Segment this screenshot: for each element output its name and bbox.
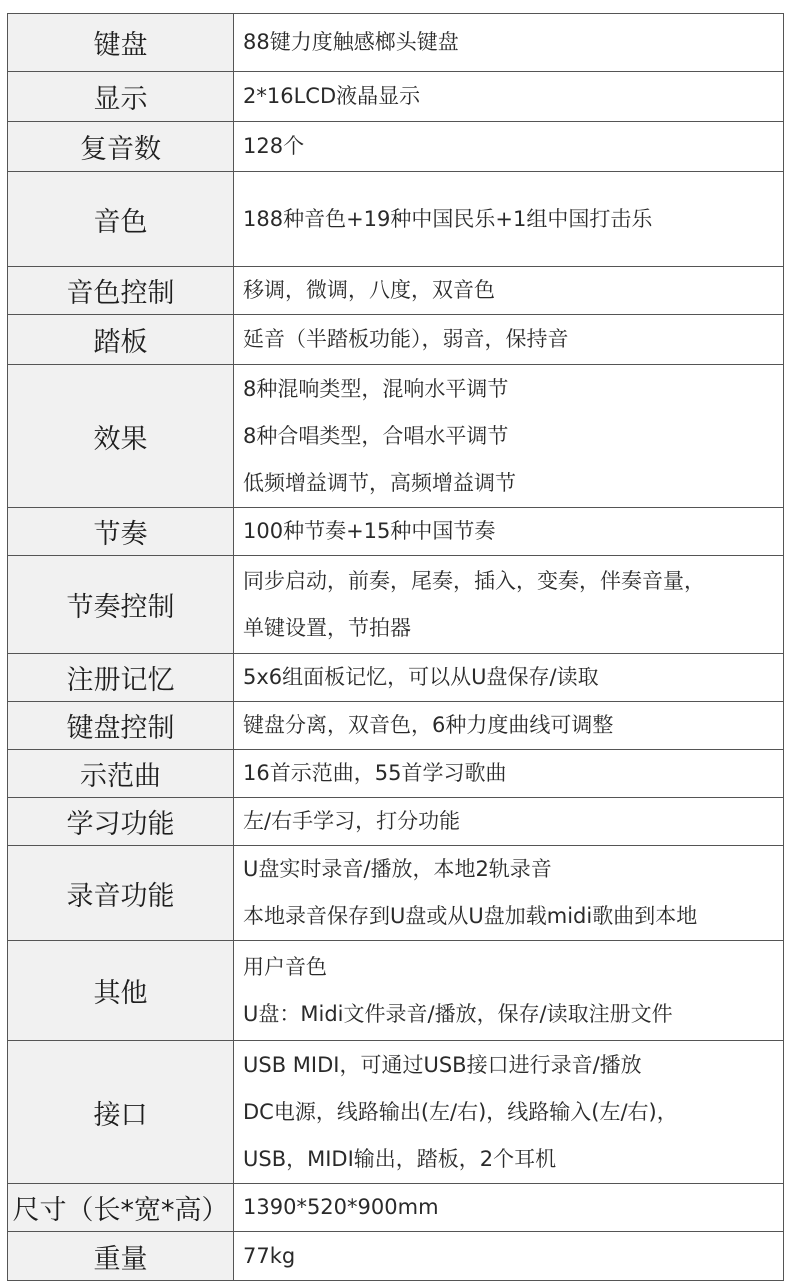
spec-table — [7, 13, 784, 1281]
spec-label: 节奏控制 — [8, 556, 234, 654]
spec-value-line: 延音（半踏板功能），弱音，保持音 — [243, 327, 569, 351]
spec-label: 尺寸（长*宽*高） — [8, 1184, 234, 1232]
spec-row — [8, 72, 784, 122]
spec-value — [234, 702, 784, 750]
spec-value-line: 1390*520*900mm — [243, 1195, 439, 1219]
spec-row — [8, 1184, 784, 1232]
spec-value-line: DC电源，线路输出(左/右)，线路输入(左/右)， — [243, 1099, 678, 1124]
spec-row — [8, 1041, 784, 1184]
spec-label: 键盘 — [8, 14, 234, 72]
spec-label: 键盘控制 — [8, 702, 234, 750]
spec-value — [234, 508, 784, 556]
spec-label: 音色控制 — [8, 267, 234, 315]
spec-label: 注册记忆 — [8, 654, 234, 702]
spec-value-line: 用户音色 — [243, 954, 327, 979]
spec-value — [234, 798, 784, 846]
spec-value-line: 77kg — [243, 1243, 296, 1268]
spec-value-line: USB MIDI，可通过USB接口进行录音/播放 — [243, 1052, 642, 1077]
spec-value — [234, 172, 784, 267]
spec-value — [234, 315, 784, 365]
spec-value-line: U盘：Midi文件录音/播放，保存/读取注册文件 — [243, 1001, 673, 1026]
spec-label: 示范曲 — [8, 750, 234, 798]
spec-value-line: 16首示范曲，55首学习歌曲 — [243, 761, 507, 785]
spec-row — [8, 267, 784, 315]
spec-row — [8, 315, 784, 365]
spec-label: 踏板 — [8, 315, 234, 365]
spec-label: 其他 — [8, 941, 234, 1041]
spec-value — [234, 365, 784, 508]
spec-row — [8, 122, 784, 172]
spec-value-line: USB，MIDI输出，踏板，2个耳机 — [243, 1146, 557, 1171]
spec-value-line: 单键设置，节拍器 — [243, 615, 411, 640]
spec-value-line: 低频增益调节，高频增益调节 — [243, 470, 516, 495]
spec-table-body — [8, 14, 784, 1281]
spec-value — [234, 14, 784, 72]
spec-value — [234, 1041, 784, 1184]
spec-value-line: 88键力度触感榔头键盘 — [243, 30, 459, 54]
spec-label: 显示 — [8, 72, 234, 122]
spec-label: 效果 — [8, 365, 234, 508]
spec-row — [8, 1232, 784, 1281]
spec-label: 音色 — [8, 172, 234, 267]
spec-value — [234, 654, 784, 702]
spec-row — [8, 654, 784, 702]
spec-value — [234, 1232, 784, 1281]
spec-value-line: 100种节奏+15种中国节奏 — [243, 519, 496, 543]
spec-row — [8, 941, 784, 1041]
spec-row — [8, 365, 784, 508]
spec-value-line: 5x6组面板记忆，可以从U盘保存/读取 — [243, 665, 599, 689]
spec-row — [8, 172, 784, 267]
spec-value — [234, 72, 784, 122]
spec-value-line: 8种合唱类型，合唱水平调节 — [243, 423, 509, 448]
spec-value-line: 移调，微调，八度，双音色 — [243, 278, 495, 302]
spec-label: 复音数 — [8, 122, 234, 172]
spec-label: 学习功能 — [8, 798, 234, 846]
spec-label: 接口 — [8, 1041, 234, 1184]
spec-row — [8, 798, 784, 846]
spec-row — [8, 846, 784, 941]
spec-value-line: 2*16LCD液晶显示 — [243, 84, 421, 108]
spec-value — [234, 1184, 784, 1232]
spec-value-line: 键盘分离，双音色，6种力度曲线可调整 — [243, 713, 614, 737]
spec-value — [234, 122, 784, 172]
spec-row — [8, 14, 784, 72]
spec-label: 录音功能 — [8, 846, 234, 941]
spec-value-line: 8种混响类型，混响水平调节 — [243, 376, 509, 401]
spec-row — [8, 750, 784, 798]
spec-label: 节奏 — [8, 508, 234, 556]
spec-row — [8, 702, 784, 750]
spec-value-line: U盘实时录音/播放，本地2轨录音 — [243, 857, 552, 881]
spec-value-line: 128个 — [243, 134, 305, 158]
spec-value-line: 188种音色+19种中国民乐+1组中国打击乐 — [243, 206, 653, 231]
spec-row — [8, 508, 784, 556]
spec-value-line: 本地录音保存到U盘或从U盘加载midi歌曲到本地 — [243, 904, 698, 928]
spec-value — [234, 556, 784, 654]
spec-value-line: 左/右手学习，打分功能 — [243, 809, 461, 833]
spec-value-line: 同步启动，前奏，尾奏，插入，变奏，伴奏音量， — [243, 568, 705, 593]
spec-value — [234, 267, 784, 315]
spec-value — [234, 846, 784, 941]
spec-value — [234, 750, 784, 798]
spec-row — [8, 556, 784, 654]
spec-label: 重量 — [8, 1232, 234, 1281]
spec-value — [234, 941, 784, 1041]
